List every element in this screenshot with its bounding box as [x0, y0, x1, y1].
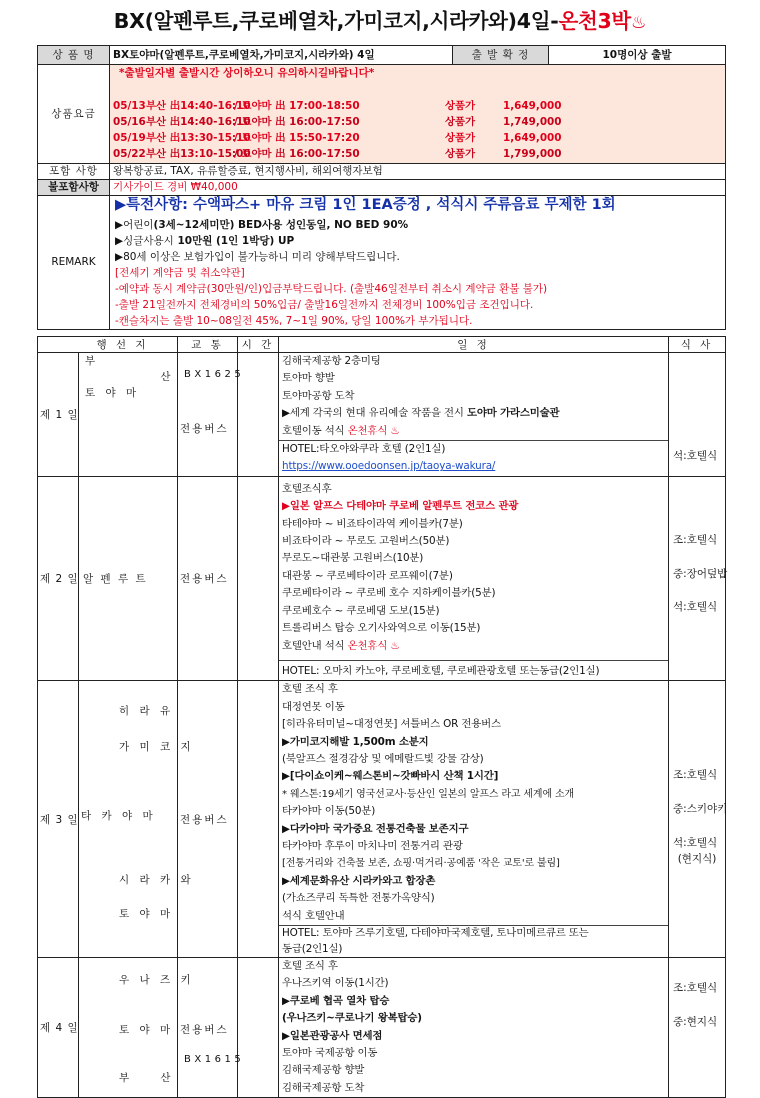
day4-flight: BX1615	[184, 1054, 245, 1065]
day3-meal-cell	[669, 681, 726, 958]
day3-row	[38, 681, 726, 958]
day1-url-line	[279, 458, 668, 475]
price-return: / 토야마 出 16:00-17:50	[234, 116, 360, 128]
title-accent: 온천3박	[558, 9, 631, 33]
price-date: 05/16	[113, 116, 146, 128]
remark-single-prefix: ▶싱글사용시	[115, 235, 174, 247]
day1-transport	[178, 353, 245, 477]
remark-label: REMARK	[38, 196, 110, 330]
day2-highlight: ▶일본 알프스 다테야마 쿠로베 알펜루트 전코스 관광	[282, 500, 519, 513]
day3-line-3: [히라유터미널~대정연못] 셔틀버스 OR 전용버스	[282, 718, 501, 731]
day2-route-line: 비죠타이라 ~ 무로도 고원버스(50분)	[282, 535, 450, 548]
price-price-label: 상품가	[445, 132, 476, 144]
day2-route-line: 쿠로베호수 ~ 쿠로베댐 도보(15분)	[282, 604, 440, 617]
price-route: 부산 出14:40-16:10	[146, 116, 251, 128]
day4-region-4: 산	[160, 1072, 175, 1084]
day1-onsen: 온천휴식	[347, 424, 388, 437]
remark-cancel-title: [전세기 계약금 및 취소약관]	[115, 267, 245, 279]
day2-label: 제 2 일	[38, 476, 79, 680]
day3-time	[238, 681, 279, 958]
remark-child-prefix: ▶어린이	[115, 219, 154, 231]
remark-child	[115, 217, 722, 233]
day3-line-1: 호텔 조식 후	[282, 683, 338, 696]
day3-region-3: 타 카 야 마	[81, 810, 157, 823]
hot-spring-icon: ♨	[390, 639, 400, 652]
hotel-website-link[interactable]: https://www.ooedoonsen.jp/taoya-wakura/	[282, 460, 496, 473]
hot-spring-icon: ♨	[390, 424, 400, 437]
day4-meal-breakfast: 조:호텔식	[673, 982, 718, 994]
day3-meal-dinner: 석:호텔식	[673, 837, 718, 850]
day2-dinner-line	[279, 638, 668, 655]
day4-row	[38, 958, 726, 1098]
day3-region-5: 토 야 마	[119, 908, 174, 921]
day3-hotel: HOTEL: 토야마 즈루기호텔, 다테야마국제호텔, 토나미메르큐르 또는	[279, 925, 668, 942]
remark-single-detail: 10만원 (1인 1박당) UP	[173, 235, 295, 247]
day1-itinerary	[279, 353, 669, 477]
day1-line-4	[279, 405, 668, 422]
day2-time	[238, 476, 279, 680]
day2-route-line: 무로도~대관봉 고원버스(10분)	[282, 552, 424, 565]
day4-line-2: 우나즈키역 이동(1시간)	[282, 977, 389, 990]
day1-dinner: 호텔이동 석식	[282, 424, 348, 437]
day2-route-list	[279, 516, 668, 638]
remark-single	[115, 233, 722, 249]
day2-row	[38, 476, 726, 680]
header-itinerary: 일 정	[279, 337, 669, 353]
day3-itinerary	[279, 681, 669, 958]
remark-cancel-2: -출발 21일전까지 전체경비의 50%입금/ 출발16일전까지 전체경비 100%입금 조건입니다.	[115, 299, 534, 311]
pricing-cell	[110, 65, 726, 164]
day2-itinerary	[279, 476, 669, 680]
price-return: / 토야마 出 15:50-17:20	[234, 132, 360, 144]
day4-region-3: 부	[119, 1072, 133, 1084]
price-row	[113, 130, 722, 146]
price-return: / 토야마 出 16:00-17:50	[234, 148, 360, 160]
day4-region-1: 우 나 즈 키	[119, 974, 195, 986]
price-price: 1,649,000	[503, 132, 562, 144]
day1-region-1: 부	[85, 355, 99, 367]
price-price: 1,649,000	[503, 100, 562, 112]
day1-line-3: 토야마공항 도착	[282, 389, 355, 402]
day1-line-5	[279, 423, 668, 440]
day2-dinner: 호텔안내 석식	[282, 639, 348, 652]
included-value: 왕복항공료, TAX, 유류할증료, 현지행사비, 해외여행자보험	[110, 164, 726, 180]
excluded-label: 불포함사항	[38, 180, 110, 196]
day3-region-2: 가 미 코 지	[119, 741, 195, 754]
price-row	[113, 98, 722, 114]
day4-bus: 전용버스	[180, 1024, 229, 1036]
day1-label: 제 1 일	[38, 353, 79, 477]
price-price: 1,799,000	[503, 148, 562, 160]
hot-spring-icon: ♨	[630, 13, 647, 33]
day4-label: 제 4 일	[38, 958, 79, 1098]
day2-route-line: 쿠로베타이라 ~ 쿠로베 호수 지하케이블카(5분)	[282, 587, 496, 600]
day4-line-5: ▶일본관광공사 면세점	[282, 1029, 383, 1042]
day4-line-3: ▶쿠로베 협곡 열차 탑승	[282, 994, 390, 1007]
day3-line-6: ▶[다이쇼이케~웨스톤비~갓빠바시 산책 1시간]	[282, 770, 499, 783]
remark-cell	[110, 196, 726, 330]
day3-meal-note: (현지식)	[677, 853, 717, 866]
day1-region	[79, 353, 178, 477]
day4-meal-lunch: 중:현지식	[673, 1016, 718, 1028]
day3-label: 제 3 일	[38, 681, 79, 958]
day1-line-1: 김해국제공항 2층미팅	[282, 355, 381, 367]
departure-label: 출 발 확 정	[453, 46, 549, 65]
day3-line-14: 석식 호텔안내	[282, 909, 345, 922]
price-list	[113, 98, 722, 162]
day1-meal-cell	[669, 353, 726, 477]
day1-bus: 전용버스	[180, 423, 229, 435]
pricing-label: 상품요금	[38, 65, 110, 164]
day3-line-8: 타카야마 이동(50분)	[282, 805, 376, 818]
day3-hotel-2: 동급(2인1실)	[282, 942, 343, 955]
pricing-notice: *출발일자별 출발시간 상이하오니 유의하시길바랍니다*	[119, 67, 375, 79]
day1-row	[38, 353, 726, 477]
day3-region-4: 시 라 카 와	[119, 874, 195, 887]
day2-meal-cell	[669, 476, 726, 680]
price-row	[113, 146, 722, 162]
day2-route-line: 트롤리버스 탑승 오기사와역으로 이동(15분)	[282, 622, 481, 635]
day1-region-3: 토 야 마	[85, 387, 140, 399]
remark-cancel-1: -예약과 동시 계약금(30만원/인)입금부탁드립니다. (출발46일전부터 취소시 계약금 환불 불가)	[115, 283, 548, 295]
day3-line-9: ▶다카야마 국가중요 전통건축물 보존지구	[282, 822, 469, 835]
price-date: 05/22	[113, 148, 146, 160]
day3-line-5: (북알프스 절경감상 및 에메랄드빛 강물 감상)	[282, 752, 484, 765]
day1-museum-intro: ▶세계 각국의 현대 유리예술 작품을 전시	[282, 407, 467, 420]
title-main: BX(알펜루트,쿠로베열차,가미코지,시라카와)4일-	[113, 9, 559, 33]
day4-itinerary	[279, 958, 669, 1098]
day4-line-1: 호텔 조식 후	[282, 960, 338, 972]
day4-line-4: (우나즈키~쿠로나기 왕복탑승)	[282, 1012, 422, 1025]
day4-line-7: 김해국제공항 향발	[282, 1064, 365, 1077]
day1-line-2: 토야마 향발	[282, 372, 335, 385]
price-price: 1,749,000	[503, 116, 562, 128]
day3-meal-lunch: 중:스키야키	[673, 803, 728, 816]
day1-flight: BX1625	[184, 369, 245, 380]
day3-line-4: ▶가미코지해발 1,500m 소분지	[282, 735, 429, 748]
price-price-label: 상품가	[445, 116, 476, 128]
day2-meal-lunch: 중:장어덮밥	[673, 567, 728, 580]
day3-transport: 전용버스	[178, 681, 238, 958]
included-label: 포함 사항	[38, 164, 110, 180]
day2-transport: 전용버스	[178, 476, 238, 680]
price-row	[113, 114, 722, 130]
day2-line-1: 호텔조식후	[282, 482, 332, 495]
remark-headline: ▶특전사항: 수액파스+ 마유 크림 1인 1EA증정 , 석식시 주류음료 무제한 1회	[115, 197, 616, 213]
header-meal: 식 사	[669, 337, 726, 353]
price-date: 05/19	[113, 132, 146, 144]
remark-cancel-3: -캔슬차지는 출발 10~08일전 45%, 7~1일 90%, 당일 100%가 부가됩니다.	[115, 315, 473, 327]
product-name-label: 상 품 명	[38, 46, 110, 65]
day3-region-1: 히 라 유	[119, 705, 174, 718]
product-info-table	[37, 45, 726, 330]
day3-line-2: 대정연못 이동	[282, 700, 345, 713]
remark-age: ▶80세 이상은 보험가입이 불가능하니 미리 양해부탁드립니다.	[115, 251, 400, 263]
product-name: BX토야마(알펜루트,쿠로베열차,가미코지,시라카와) 4일	[110, 46, 453, 65]
day4-meal-cell	[669, 958, 726, 1098]
price-price-label: 상품가	[445, 148, 476, 160]
day2-onsen: 온천휴식	[347, 639, 388, 652]
header-transport: 교 통	[178, 337, 238, 353]
day3-meal-breakfast: 조:호텔식	[673, 769, 718, 782]
price-return: / 토야마 出 17:00-18:50	[234, 100, 360, 112]
day4-line-6: 토야마 국제공항 이동	[282, 1047, 378, 1060]
day2-meal-breakfast: 조:호텔식	[673, 533, 718, 546]
day2-route-line: 대관봉 ~ 쿠로베타이라 로프웨이(7분)	[282, 569, 453, 582]
price-route: 부산 出14:40-16:10	[146, 100, 251, 112]
day3-line-10: 타카야마 후루이 마치나미 전통거리 관광	[282, 839, 463, 852]
price-route: 부산 出13:10-15:00	[146, 148, 251, 160]
day2-meal-dinner: 석:호텔식	[673, 600, 718, 613]
day2-hotel: HOTEL: 오마치 카노야, 쿠로베호텔, 쿠로베관광호텔 또는동급(2인1실)	[279, 660, 668, 680]
remark-child-detail: (3세~12세미만) BED사용 성인동일, NO BED 90%	[153, 219, 409, 231]
day2-route-line: 타테야마 ~ 비죠타이라역 케이블카(7분)	[282, 517, 463, 530]
price-date: 05/13	[113, 100, 146, 112]
day3-line-7: * 웨스톤:19세기 영국선교사·등산인 일본의 알프스 라고 세계에 소개	[282, 788, 574, 800]
day3-line-13: (가쇼즈쿠리 독특한 전통가옥양식)	[282, 892, 435, 905]
day1-hotel: HOTEL:타오야와쿠라 호텔 (2인1실)	[279, 440, 668, 458]
day3-line-11: [전통거리와 건축물 보존, 쇼핑·먹거리·공예품 '작은 교토'로 불림]	[282, 858, 560, 870]
day3-line-12: ▶세계문화유산 시라카와고 합장촌	[282, 874, 436, 887]
day4-time	[238, 958, 279, 1098]
header-region: 행 선 지	[38, 337, 178, 353]
header-time: 시 간	[238, 337, 279, 353]
day4-line-8: 김해국제공항 도착	[282, 1081, 365, 1094]
price-route: 부산 出13:30-15:10	[146, 132, 251, 144]
day3-region	[79, 681, 195, 958]
day2-region: 알 펜 루 트	[79, 476, 178, 680]
day4-region	[79, 958, 195, 1098]
departure-value: 10명이상 출발	[549, 46, 726, 65]
excluded-value: 기사가이드 경비 ₩40,000	[110, 180, 726, 196]
day1-museum-name: 도야마 가라스미술관	[466, 407, 560, 420]
price-price-label: 상품가	[445, 100, 476, 112]
day1-region-2: 산	[160, 371, 175, 383]
page-title	[0, 0, 760, 42]
day4-region-2: 토 야 마	[119, 1024, 174, 1036]
day1-meal: 석:호텔식	[673, 450, 718, 462]
schedule-table	[37, 336, 726, 1098]
